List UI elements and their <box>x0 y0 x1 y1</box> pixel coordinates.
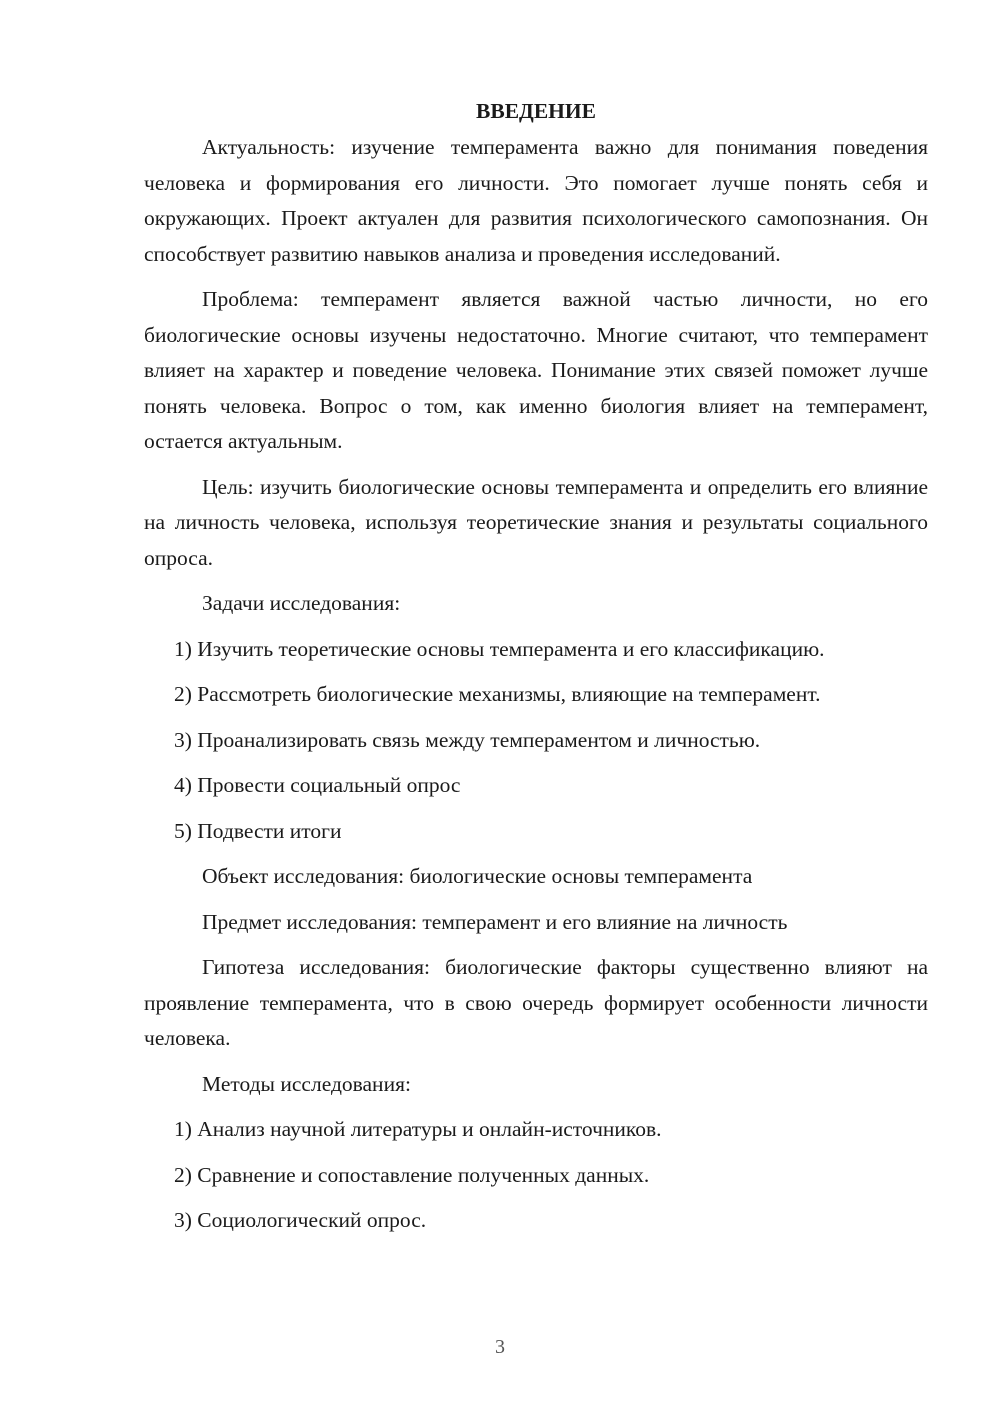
methods-label: Методы исследования: <box>202 1071 411 1096</box>
page-title: ВВЕДЕНИЕ <box>476 99 596 123</box>
task-item: 3) Проанализировать связь между темпераментом и личностью. <box>174 727 761 752</box>
task-item: 4) Провести социальный опрос <box>174 773 461 797</box>
task-item: 2) Рассмотреть биологические механизмы, влияющие на темперамент. <box>174 682 821 706</box>
tasks-label: Задачи исследования: <box>202 591 401 615</box>
task-item: 5) Подвести итоги <box>174 818 342 843</box>
method-item: 3) Социологический опрос. <box>174 1208 427 1232</box>
page-number: 3 <box>495 1336 505 1358</box>
subject-line: Предмет исследования: темперамент и его влияние на личность <box>202 909 788 934</box>
method-item: 2) Сравнение и сопоставление полученных данных. <box>174 1162 650 1187</box>
goal-paragraph: Цель: изучить биологические основы темперамента и определить его влияние на личность человека, используя теоретические знания и результаты социального опроса. <box>144 474 928 570</box>
page-content <box>144 92 928 1249</box>
method-item: 1) Анализ научной литературы и онлайн-источников. <box>174 1117 662 1141</box>
task-item: 1) Изучить теоретические основы темперамента и его классификацию. <box>174 636 825 661</box>
object-line: Объект исследования: биологические основы темперамента <box>202 864 753 888</box>
hypothesis-paragraph: Гипотеза исследования: биологические факторы существенно влияют на проявление темперамента, что в свою очередь формирует особенности личности человека. <box>144 955 928 1050</box>
problem-paragraph: Проблема: темперамент является важной частью личности, но его биологические основы изучены недостаточно. Многие считают, что темперамент влияет на характер и поведение человека. Понимание этих связей поможет лучше понять человека. Вопрос о том, как именно биология влияет на темперамент, остается актуальным. <box>144 287 928 453</box>
relevance-paragraph: Актуальность: изучение темперамента важно для понимания поведения человека и формирования его личности. Это помогает лучше понять себя и окружающих. Проект актуален для развития психологического самопознания. Он способствует развитию навыков анализа и проведения исследований. <box>144 135 928 266</box>
